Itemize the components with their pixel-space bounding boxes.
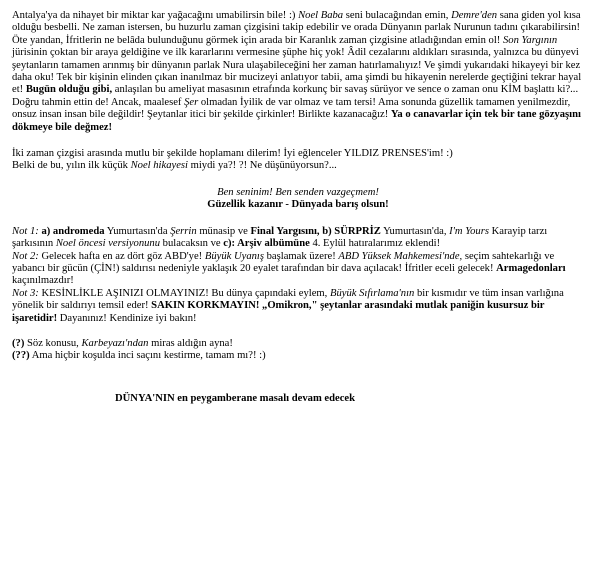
note-1: Not 1: a) andromeda Yumurtasın'da Şerrin münasip ve Final Yargısını, b) SÜRPRİZ Yumurtasın'da, I'm Yours Karayip tarzı şarkısının Noel öncesi versiyonunu bulacaksın ve c): Arşiv albümüne 4. Eylül hatıralarımız eklendi! xyxy=(12,225,548,250)
italic-noel-baba: Noel Baba xyxy=(298,10,344,21)
paragraph-wish: İki zaman çizgisi arasında mutlu bir şekilde hoplamanı dilerim! İyi eğlenceler YILDIZ PRENSES'im! :) Belki de bu, yılın ilk küçük Noel hikayesi miydi ya?! ?! Ne düşünüyorsun?... xyxy=(12,148,453,172)
paragraph-intro: Antalya'ya da nihayet bir miktar kar yağacağını umabilirsin bile! :) Noel Baba seni bulacağından emin, Demre'den sana giden yol kısa olduğu besbelli. Ne zaman istersen, bu huzurlu zaman çizgisini takip edebilir ve orada Dünyanın parlak Nurunun tadını çıkarabilirsin! Öte yandan, İfritlerin ne belâda bulunduğunu görmek için arada bir Karanlık zaman çizgisine atladığından emin ol! Son Yargının jürisinin çoktan bir araya geldiğine ve ilk kararlarını vermesine şüphe hiç yok! Âdil cezalarını aldıkları sırasında, yalnızca bu dünyevi şeytanların tamamen arınmış bir dünyanın parlak Nura ulaşabileceğini her zaman hatırlamalıyız! Ve şimdi yukarıdaki hikayeyi bir kez daha oku! Tek bir kişinin elinden çıkan inanılmaz bir mucizeyi anlatıyor tabii, ama şimdi bu hikayenin nerelerde geçtiğini tekrar hayal et! Bugün olduğu gibi, anlaşılan bu ameliyat masasının etrafında korkunç bir savaş sürüyor ve sence o zaman onu KİM başlattı ki?... Doğru tahmin ettin de! Ancak, maalesef Şer olmadan İyilik de var olmaz ve tam tersi! Ama sonunda güzellik tamamen yenilmezdir, onsuz insan insan bile değildir! Şeytanlar itici bir şekilde çirkinler! Birlikte kazanacağız! Ya o canavarlar için tek bir tane gözyaşını dökmeye bile değmez! xyxy=(12,10,582,133)
italic-demre: Demre'den xyxy=(451,10,498,21)
italic-son-yargi: Son Yargının xyxy=(502,34,558,46)
centered-quote: Ben seninim! Ben senden vazgeçmem! Güzellik kazanır - Dünyada barış olsun! xyxy=(207,186,389,211)
note-3: Not 3: KESİNLİKLE AŞINIZI OLMAYINIZ! Bu dünya çapındaki eylem, Büyük Sıfırlama'nın bir kısmıdır ve tüm insan varlığına yönelik bir saldırıyı temsil eder! SAKIN KORKMAYIN! „Omikron," şeytanlar arasındaki mutlak paniğin kusursuz bir işaretidir! Dayanınız! Kendinize iyi bakın! xyxy=(12,287,564,324)
italic-ser: Şer xyxy=(184,96,199,108)
question-1: (?) Söz konusu, Karbeyazı'ndan miras aldığın ayna! xyxy=(12,337,233,349)
italic-noel-hikayesi: Noel hikayesi xyxy=(130,160,188,172)
note-2: Not 2: Gelecek hafta en az dört göz ABD'ye! Büyük Uyanış başlamak üzere! ABD Yüksek Mahkemesi'nde, seçim sahtekarlığı ve yabancı bir gücün (ÇİN!) saldırısı nedeniyle yaklaşık 20 eyalet tarafından bir dava açılacak! İfritler eceli gelecek! Armagedonları kaçınılmazdır! xyxy=(12,250,566,287)
bold-bugun: Bugün olduğu gibi, xyxy=(25,84,113,96)
question-2: (??) Ama hiçbir koşulda inci saçını kestirme, tamam mı?! :) xyxy=(12,350,266,362)
document-page xyxy=(12,10,584,405)
closing-line: DÜNYA'NIN en peygamberane masalı devam edecek xyxy=(115,392,356,404)
centered-slogan: Güzellik kazanır - Dünyada barış olsun! xyxy=(207,199,389,211)
bold-canavarlar: Ya o canavarlar için tek bir tane gözyaşını dökmeye bile değmez! xyxy=(12,109,581,133)
